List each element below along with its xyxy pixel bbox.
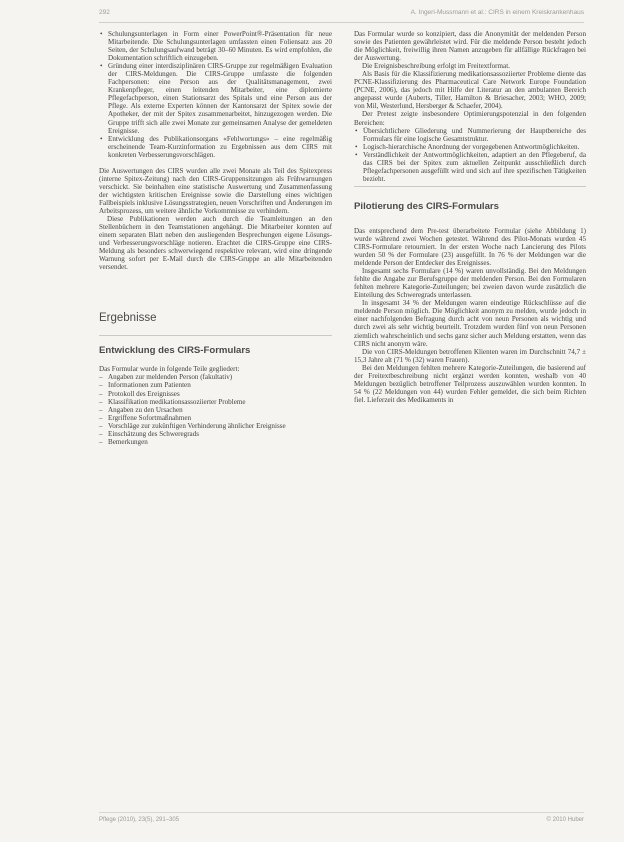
- list-intro: Das Formular wurde in folgende Teile gegliedert:: [99, 365, 240, 374]
- paragraph: Bei den Meldungen fehlten mehrere Kategorie-Zuteilungen, die basierend auf der Freitextbeschreibung nicht ergänzt werden konnten, weshalb von 40 Meldungen bezüglich betroffener Teilprozess auszuwählen wurden konnten. In 54 % (22 Meldungen von 44) wurden Fehler gemeldet, die sich beim Richten fiel. Lieferzeit des Medikaments in: [354, 363, 586, 404]
- paragraph: Das entsprechend dem Pre-test überarbeitete Formular (siehe Abbildung 1) wurde während zwei Wochen getestet. Während des Pilot-Monats wurden 45 CIRS-Formulare retourniert. In der ersten Woche nach Lancierung des Pilots wurden 50 % der Formulare (23) ausgefüllt. In 76 % der Meldungen war die meldende Person der Entdecker des Ereignisses.: [354, 226, 586, 268]
- bullet-item: • Verständlichkeit der Antwortmöglichkeiten, adaptiert an den Pflegeberuf, da das CIRS bei der Spitex zum aktuellen Zeitpunkt ausschließlich durch Pflegefachpersonen ausgefüllt wird und sich auf ihre spezifischen Tätigkeiten bezieht.: [354, 151, 586, 183]
- list-item: – Ergriffene Sofortmaßnahmen: [99, 414, 332, 422]
- list-item: – Einschätzung des Schweregrads: [99, 430, 332, 438]
- bullet-item: • Gründung einer interdisziplinären CIRS-Gruppe zur regelmäßigen Evaluation der CIRS-Meldungen. Die CIRS-Gruppe umfasste die folgenden Fachpersonen: eine Person aus der Qualitätsmanagement, zwei Krankenpfleger, einen leitenden Mitarbeiter, eine diplomierte Pflegefachperson, einen Stationsarzt des Spitals und eine Person aus der Pflege. Als externe Experten können der Kantonsarzt der Spitex sowie der Apotheker, der mit der Spitex zusammenarbeitet, hinzugezogen werden. Die Gruppe trifft sich alle zwei Monate zur gemeinsamen Analyse der gemeldeten Ereignisse.: [99, 62, 332, 134]
- bullet-item: • Übersichtlichere Gliederung und Nummerierung der Hauptbereiche des Formulars für eine logische Gesamtstruktur.: [354, 127, 586, 143]
- paragraph: Der Pretest zeigte insbesondere Optimierungspotenzial in den folgenden Bereichen:: [354, 110, 586, 127]
- paragraph: Insgesamt sechs Formulare (14 %) waren unvollständig. Bei den Meldungen fehlte die Angabe zur Berufsgruppe der meldenden Person. Bei den Formularen fehlten mehrere Kategorie-Zuteilungen; bei zweien davon wurde zusätzlich die Einteilung des Schweregrads unterlassen.: [354, 267, 586, 300]
- bullet-item: • Entwicklung des Publikationsorgans «Fehlwortungs» – eine regelmäßig erscheinende Team-Kurzinformation zu Ergebnissen aus dem CIRS mit konkreten Verbesserungsvorschlägen.: [99, 135, 332, 159]
- left-column: [99, 30, 332, 446]
- paragraph: Das Formular wurde so konzipiert, dass die Anonymität der meldenden Person sowie des Patienten gewährleistet wird. Für die meldende Person besteht jedoch die Möglichkeit, freiwillig ihren Namen anzugeben für allfällige Rückfragen bei der Auswertung.: [354, 30, 586, 63]
- bullet-item: • Logisch-hierarchische Anordnung der vorgegebenen Antwortmöglichkeiten.: [354, 143, 586, 151]
- list-item: – Angaben zur meldenden Person (fakultativ): [99, 373, 332, 381]
- paragraph: Die Auswertungen des CIRS wurden alle zwei Monate als Teil des Spitexpress (interne Spitex-Zeitung) nach den CIRS-Gruppensitzungen als Frühwarnungen verschickt. Sie beinhalten eine statistische Auswertung und Zusammenfassung der wichtigsten kritischen Ereignisse sowie die Darstellung eines wichtigen Fallbeispiels inklusive Lösungsstrategien, neuen Vorschriften und Änderungen im Arbeitsprozess, um weitere ähnliche Vorkommnisse zu verhindern.: [99, 166, 332, 215]
- section-heading-pilot: Pilotierung des CIRS-Formulars: [354, 200, 499, 212]
- section-rule: [354, 186, 586, 187]
- journal-citation: Pflege (2010), 23(5), 291–305: [99, 817, 180, 823]
- footer: [0, 817, 624, 829]
- paragraph: Die Ereignisbeschreibung erfolgt im Freitextformat.: [362, 62, 510, 71]
- paragraph: Die von CIRS-Meldungen betroffenen Klienten waren im Durchschnitt 74,7 ± 15,3 Jahre alt (71 % (32) waren Frauen).: [354, 347, 586, 364]
- running-header: [0, 9, 624, 21]
- section-rule: [99, 335, 332, 336]
- bullet-item: • Schulungsunterlagen in Form einer PowerPoint®-Präsentation für neue Mitarbeitende. Die Schulungsunterlagen umfassten einen Foliensatz aus 20 Seiten, der Schulungsaufwand beträgt 30–60 Minuten. Es wird empfohlen, die Dokumentation schriftlich einzugeben.: [99, 30, 332, 62]
- subsection-heading-form-development: Entwicklung des CIRS-Formulars: [99, 345, 251, 357]
- list-item: – Protokoll des Ereignisses: [99, 390, 332, 398]
- paragraph: Diese Publikationen werden auch durch die Teamleitungen an den Stellenbüchern in den Teamstationen angehängt. Die Mitarbeiter konnten auf einem separaten Blatt neben den ausliegenden Besprechungen eigene Lösungs- und Verbesserungsvorschläge notieren. Erachtet die CIRS-Gruppe eine CIRS-Meldung als besonders schwerwiegend respektive relevant, wird eine dringende Warnung sofort per E-Mail durch die CIRS-Gruppe an alle Mitarbeitenden versendet.: [99, 215, 332, 272]
- form-parts-list: [99, 365, 332, 445]
- paragraph: Als Basis für die Klassifizierung medikationsassoziierter Probleme diente das PCNE-Klassifizierung des Pharmaceutical Care Network Europe Foundation (PCNE, 2006), das jedoch mit Hilfe der Literatur an den ambulanten Bereich angepasst wurde (Auberts, Tiller, Hamilton & Briesacher, 2003; WHO, 2009; von Mil, Westerlund, Hersberger & Schaefer, 2004).: [354, 70, 586, 111]
- list-item: – Vorschläge zur zukünftigen Verhinderung ähnlicher Ereignisse: [99, 422, 332, 430]
- page-number: 292: [99, 9, 110, 16]
- list-item: – Informationen zum Patienten: [99, 381, 332, 389]
- list-item: – Angaben zu den Ursachen: [99, 406, 332, 414]
- header-rule: [99, 22, 584, 23]
- copyright: © 2010 Huber: [546, 817, 584, 823]
- right-column: [354, 30, 586, 404]
- list-item: – Bemerkungen: [99, 438, 332, 446]
- footer-rule: [99, 812, 584, 813]
- running-title: A. Ingeri-Mussmann et al.: CIRS in einem Kreiskrankenhaus: [410, 9, 584, 16]
- list-item: – Klassifikation medikationsassoziierter Probleme: [99, 398, 332, 406]
- paragraph: In insgesamt 34 % der Meldungen waren eindeutige Rückschlüsse auf die meldende Person möglich. Die Möglichkeit anonym zu melden, wurde jedoch in einer nachfolgenden Befragung durch acht von neun Personen als wichtig und durch zwei als sehr wichtig beurteilt. Trotzdem wurden fünf von neun Personen ziemlich wahrscheinlich und sechs ganz sicher auch Meldung erstatten, wenn das CIRS nicht anonym wäre.: [354, 299, 586, 348]
- section-heading-results: Ergebnisse: [99, 312, 157, 325]
